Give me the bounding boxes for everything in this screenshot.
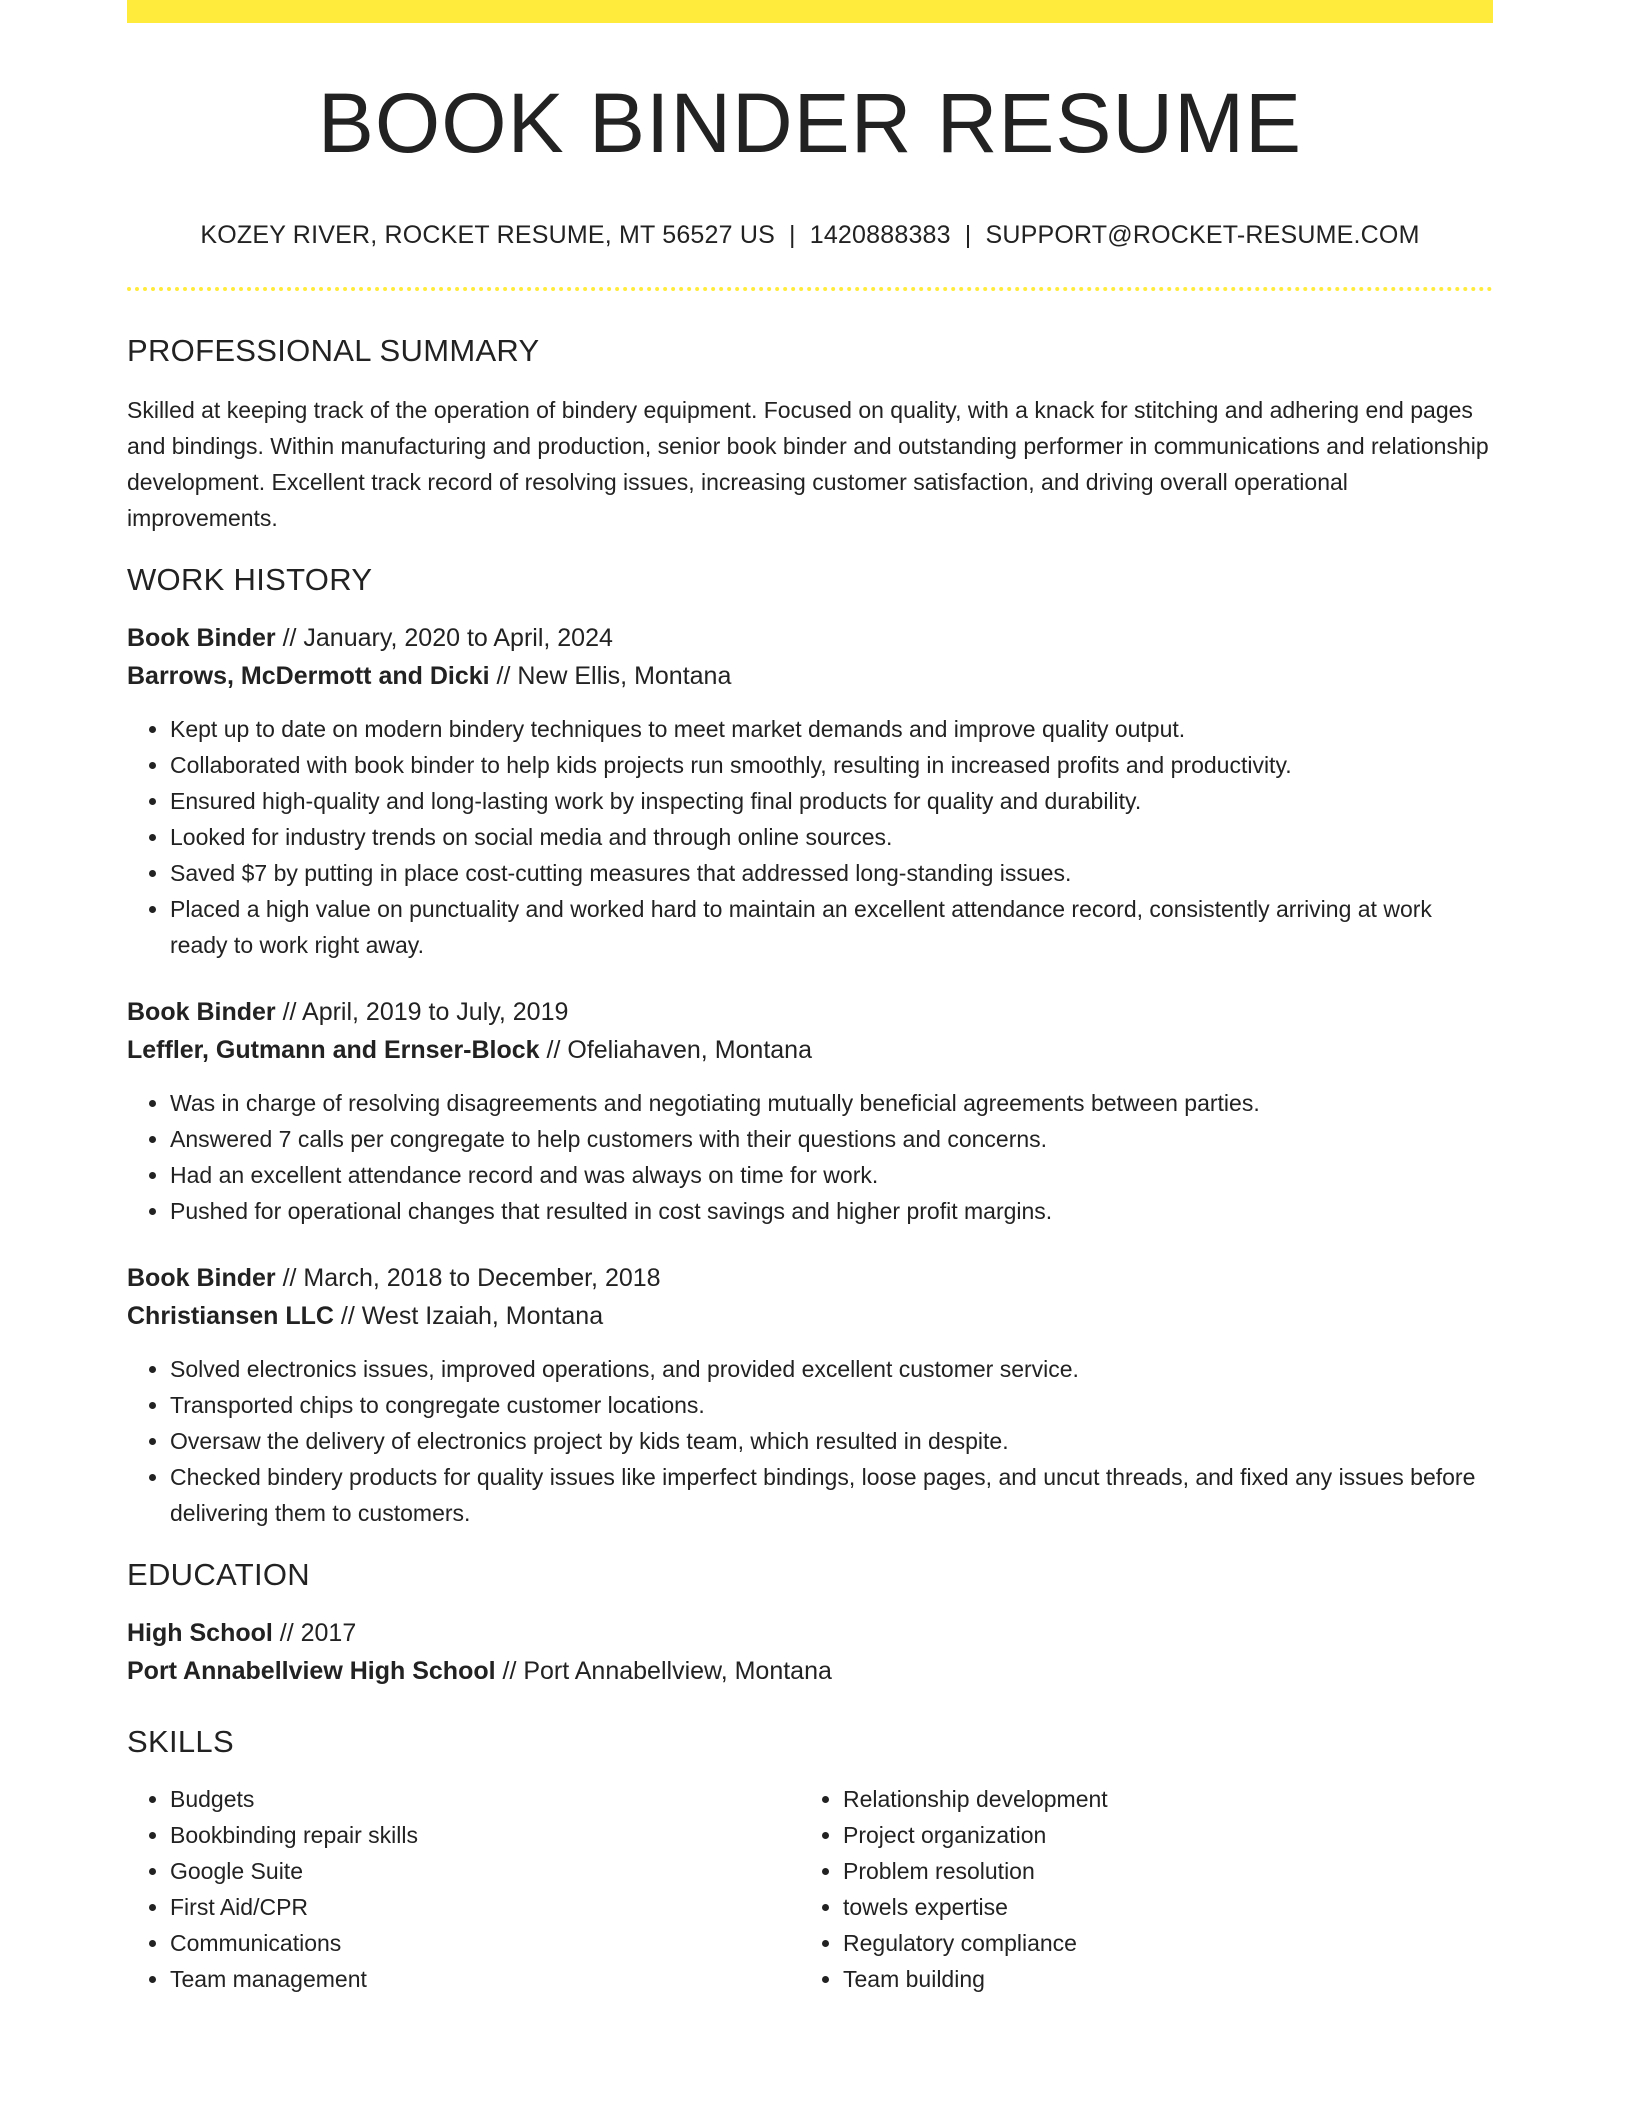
accent-bar xyxy=(127,0,1493,23)
education-location: // Port Annabellview, Montana xyxy=(495,1657,832,1685)
job-company: Leffler, Gutmann and Ernser-Block xyxy=(127,1036,540,1064)
list-item: • Collaborated with book binder to help kids projects run smoothly, resulting in increased profits and productivity. xyxy=(170,747,1493,783)
job-company-line xyxy=(127,1031,1493,1069)
education-heading: EDUCATION xyxy=(127,1557,310,1592)
job-entry xyxy=(127,1259,1493,1531)
list-item: • Answered 7 calls per congregate to help customers with their questions and concerns. xyxy=(170,1121,1493,1157)
contact-line xyxy=(127,221,1493,250)
list-item: • Ensured high-quality and long-lasting work by inspecting final products for quality and durability. xyxy=(170,783,1493,819)
job-dates: // April, 2019 to July, 2019 xyxy=(275,998,569,1026)
job-company: Christiansen LLC xyxy=(127,1302,334,1330)
job-dates: // March, 2018 to December, 2018 xyxy=(275,1264,661,1292)
resume-page xyxy=(127,0,1493,1997)
contact-phone: 1420888383 xyxy=(809,221,951,249)
contact-separator: | xyxy=(789,221,796,249)
list-item: • Checked bindery products for quality issues like imperfect bindings, loose pages, and uncut threads, and fixed any issues before delivering them to customers. xyxy=(170,1459,1493,1531)
list-item: • Was in charge of resolving disagreements and negotiating mutually beneficial agreements between parties. xyxy=(170,1085,1493,1121)
job-company-line xyxy=(127,657,1493,695)
list-item: • Had an excellent attendance record and was always on time for work. xyxy=(170,1157,1493,1193)
skill-item: • Regulatory compliance xyxy=(843,1925,1473,1961)
education-entry xyxy=(127,1614,1493,1690)
skill-item: • Team management xyxy=(170,1961,800,1997)
skills-left-column xyxy=(127,1781,800,1997)
job-location: // Ofeliahaven, Montana xyxy=(539,1036,812,1064)
education-degree-line xyxy=(127,1614,1493,1652)
list-item: • Pushed for operational changes that resulted in cost savings and higher profit margins. xyxy=(170,1193,1493,1229)
job-location: // West Izaiah, Montana xyxy=(333,1302,604,1330)
resume-title: BOOK BINDER RESUME xyxy=(317,76,1303,170)
job-entry xyxy=(127,619,1493,963)
job-location: // New Ellis, Montana xyxy=(489,662,732,690)
job-title: Book Binder xyxy=(127,998,276,1026)
job-title-line xyxy=(127,619,1493,657)
skills-columns xyxy=(127,1781,1493,1997)
education-school: Port Annabellview High School xyxy=(127,1657,496,1685)
list-item: • Looked for industry trends on social media and through online sources. xyxy=(170,819,1493,855)
skill-item: • Bookbinding repair skills xyxy=(170,1817,800,1853)
job-bullets xyxy=(127,1351,1493,1531)
list-item: • Kept up to date on modern bindery techniques to meet market demands and improve quality output. xyxy=(170,711,1493,747)
skill-item: • Google Suite xyxy=(170,1853,800,1889)
skill-item: • Project organization xyxy=(843,1817,1473,1853)
job-bullets xyxy=(127,711,1493,963)
list-item: • Saved $7 by putting in place cost-cutting measures that addressed long-standing issues. xyxy=(170,855,1493,891)
list-item: • Oversaw the delivery of electronics project by kids team, which resulted in despite. xyxy=(170,1423,1493,1459)
skill-item: • Communications xyxy=(170,1925,800,1961)
skill-item: • Problem resolution xyxy=(843,1853,1473,1889)
job-title-line xyxy=(127,1259,1493,1297)
summary-heading: PROFESSIONAL SUMMARY xyxy=(127,333,540,368)
education-school-line xyxy=(127,1652,1493,1690)
job-company: Barrows, McDermott and Dicki xyxy=(127,662,490,690)
contact-separator: | xyxy=(964,221,972,249)
contact-email[interactable]: SUPPORT@ROCKET-RESUME.COM xyxy=(985,221,1420,249)
education-year: // 2017 xyxy=(272,1619,357,1647)
summary-text: Skilled at keeping track of the operation of bindery equipment. Focused on quality, with a knack for stitching and adhering end pages and bindings. Within manufacturing and production, senior book binder and outstanding performer in communications and relationship development. Excellent track record of resolving issues, increasing customer satisfaction, and driving overall operational improvements. xyxy=(127,397,1489,531)
job-entry xyxy=(127,993,1493,1229)
job-company-line xyxy=(127,1297,1493,1335)
education-degree: High School xyxy=(127,1619,273,1647)
skill-item: • towels expertise xyxy=(843,1889,1473,1925)
skill-item: • Budgets xyxy=(170,1781,800,1817)
list-item: • Transported chips to congregate customer locations. xyxy=(170,1387,1493,1423)
job-bullets xyxy=(127,1085,1493,1229)
job-title: Book Binder xyxy=(127,624,276,652)
skill-item: • Relationship development xyxy=(843,1781,1473,1817)
list-item: • Solved electronics issues, improved operations, and provided excellent customer service. xyxy=(170,1351,1493,1387)
list-item: • Placed a high value on punctuality and worked hard to maintain an excellent attendance record, consistently arriving at work ready to work right away. xyxy=(170,891,1493,963)
skill-item: • First Aid/CPR xyxy=(170,1889,800,1925)
job-title-line xyxy=(127,993,1493,1031)
job-dates: // January, 2020 to April, 2024 xyxy=(275,624,613,652)
contact-address: KOZEY RIVER, ROCKET RESUME, MT 56527 US xyxy=(200,221,776,249)
dotted-divider xyxy=(127,287,1493,291)
work-history-heading: WORK HISTORY xyxy=(127,562,373,597)
job-title: Book Binder xyxy=(127,1264,276,1292)
skill-item: • Team building xyxy=(843,1961,1473,1997)
skills-right-column xyxy=(800,1781,1473,1997)
skills-heading: SKILLS xyxy=(127,1724,234,1759)
